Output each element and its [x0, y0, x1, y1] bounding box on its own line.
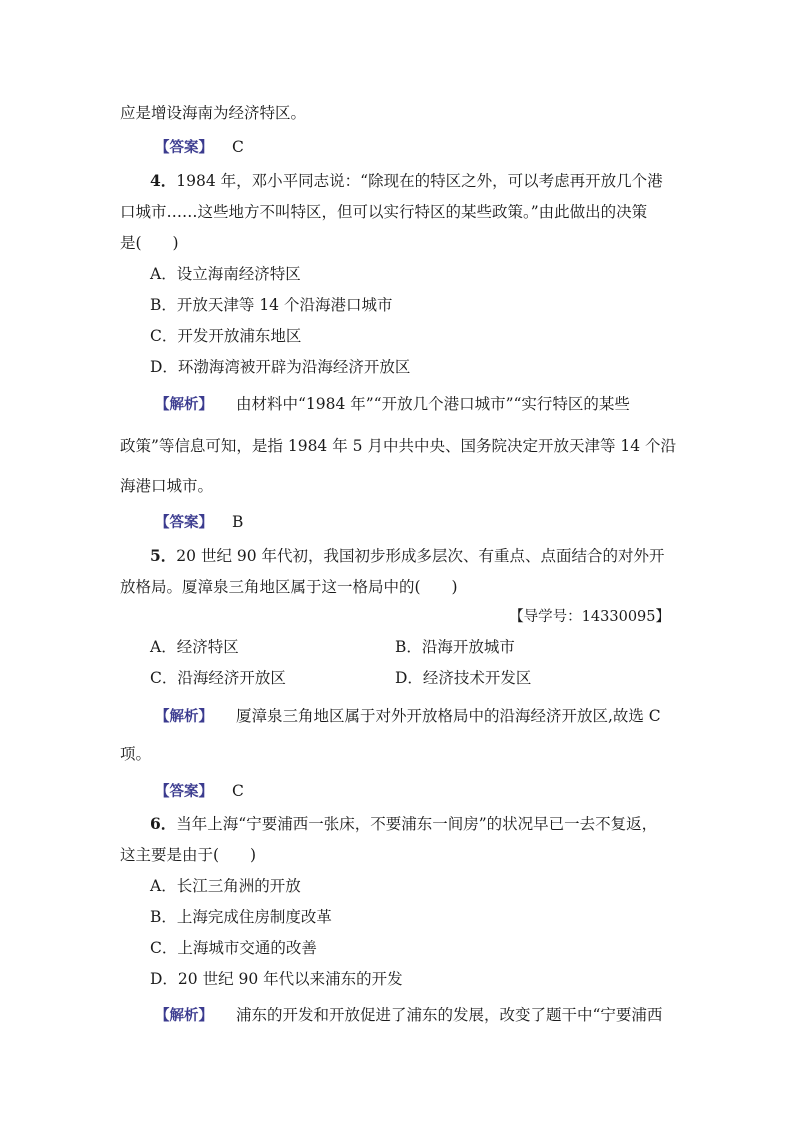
q5-number: 5．: [150, 546, 177, 565]
q6-option-d: D．20 世纪 90 年代以来浦东的开发: [150, 970, 403, 988]
analysis-tag: 【解析】: [155, 709, 213, 725]
q4-analysis-line-1: 【解析】 由材料中“1984 年”“开放几个港口城市”“实行特区的某些: [155, 395, 630, 413]
q4-analysis-line-2: 政策”等信息可知，是指 1984 年 5 月中共中央、国务院决定开放天津等 14 个沿: [120, 437, 677, 455]
analysis-tag: 【解析】: [155, 1008, 213, 1024]
q5-option-a: A．经济特区: [150, 638, 239, 656]
q6-option-b: B．上海完成住房制度改革: [150, 908, 332, 926]
q6-option-a: A．长江三角洲的开放: [150, 877, 301, 895]
q4-analysis-line-3: 海港口城市。: [120, 477, 214, 495]
answer-3-line: [155, 137, 244, 158]
q5-analysis-line-1: 【解析】 厦漳泉三角地区属于对外开放格局中的沿海经济开放区,故选 C: [155, 707, 661, 725]
q6-stem-line-2: 这主要是由于( ): [120, 846, 257, 864]
q6-number: 6．: [150, 814, 177, 833]
q5-guide-ref: 【导学号：14330095】: [509, 609, 670, 625]
q5-option-c: C．沿海经济开放区: [150, 669, 286, 687]
q4-stem-line-2: 口城市……这些地方不叫特区，但可以实行特区的某些政策。”由此做出的决策: [120, 203, 648, 221]
q4-option-b: B．开放天津等 14 个沿海港口城市: [150, 296, 393, 314]
answer-3-value: C: [231, 138, 244, 156]
q6-stem-line-1: 6．当年上海“宁要浦西一张床，不要浦东一间房”的状况早已一去不复返，: [150, 814, 658, 833]
intro-tail-line: 应是增设海南为经济特区。: [120, 104, 307, 122]
q4-answer-line: [155, 512, 243, 533]
q4-option-c: C．开发开放浦东地区: [150, 327, 302, 345]
q5-answer-line: [155, 781, 244, 802]
q4-stem-line-3: 是( ): [120, 234, 179, 252]
answer-tag: 【答案】: [155, 784, 213, 800]
q4-answer-value: B: [231, 513, 244, 531]
q5-option-b: B．沿海开放城市: [395, 638, 515, 656]
q6-analysis-line-1: 【解析】 浦东的开发和开放促进了浦东的发展，改变了题干中“宁要浦西: [155, 1006, 663, 1024]
q5-analysis-line-2: 项。: [120, 745, 152, 763]
q4-number: 4．: [150, 171, 177, 190]
q5-stem-line-1: 5．20 世纪 90 年代初，我国初步形成多层次、有重点、点面结合的对外开: [150, 546, 665, 565]
q4-option-a: A．设立海南经济特区: [150, 265, 301, 283]
answer-tag: 【答案】: [155, 140, 213, 156]
q5-option-d: D．经济技术开发区: [395, 669, 532, 687]
q4-stem-line-1: 4．1984 年，邓小平同志说：“除现在的特区之外，可以考虑再开放几个港: [150, 171, 663, 190]
answer-tag: 【答案】: [155, 515, 213, 531]
q4-option-d: D．环渤海湾被开辟为沿海经济开放区: [150, 358, 411, 376]
q5-answer-value: C: [231, 782, 244, 800]
q5-stem-line-2: 放格局。厦漳泉三角地区属于这一格局中的( ): [120, 578, 458, 596]
analysis-tag: 【解析】: [155, 397, 213, 413]
q6-option-c: C．上海城市交通的改善: [150, 939, 317, 957]
